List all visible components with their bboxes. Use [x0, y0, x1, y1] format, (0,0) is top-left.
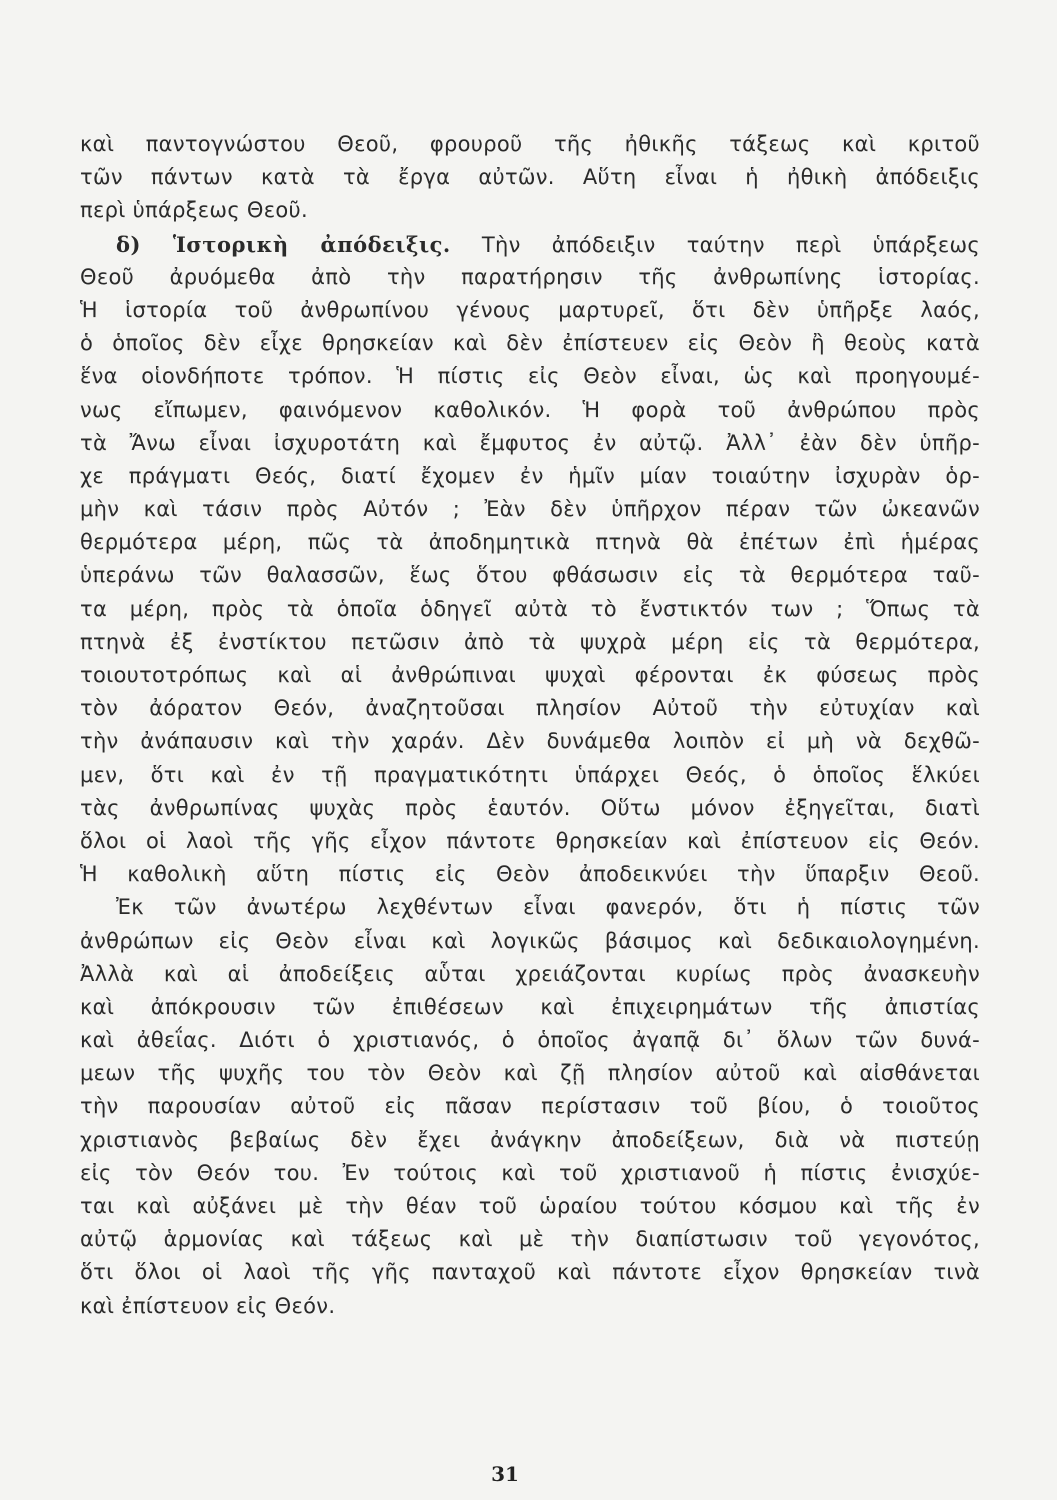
text-line: Ἡ ἱστορία τοῦ ἀνθρωπίνου γένους μαρτυρεῖ, ὅτι δὲν ὑπῆρξε λαός,	[80, 297, 980, 322]
text-line: μὴν καὶ τάσιν πρὸς Αὐτόν ; Ἐὰν δὲν ὑπῆρχον πέραν τῶν ὠκεανῶν	[80, 497, 980, 522]
body-text	[80, 128, 980, 1323]
text-line: τοιουτοτρόπως καὶ αἱ ἀνθρώπιναι ψυχαὶ φέρονται ἐκ φύσεως πρὸς	[80, 663, 980, 687]
text-line: τὸν ἀόρατον Θεόν, ἀναζητοῦσαι πλησίον Αὐτοῦ τὴν εὐτυχίαν καὶ	[80, 696, 980, 721]
text-line: ὅλοι οἱ λαοὶ τῆς γῆς εἶχον πάντοτε θρησκείαν καὶ ἐπίστευον εἰς Θεόν.	[80, 828, 980, 853]
text-line: καὶ ἐπίστευον εἰς Θεόν.	[80, 1293, 336, 1318]
section-heading: δ) Ἱστορικὴ ἀπόδειξις.	[116, 231, 451, 257]
text-line: ἕνα οἱονδήποτε τρόπον. Ἡ πίστις εἰς Θεὸν εἶναι, ὡς καὶ προηγουμέ-	[80, 364, 980, 389]
text-line: μεν, ὅτι καὶ ἐν τῇ πραγματικότητι ὑπάρχει Θεός, ὁ ὁποῖος ἕλκύει	[80, 762, 980, 787]
text-line: ὑπεράνω τῶν θαλασσῶν, ἕως ὅτου φθάσωσιν εἰς τὰ θερμότερα ταῦ-	[80, 563, 980, 588]
text-line: τῶν πάντων κατὰ τὰ ἔργα αὐτῶν. Αὕτη εἶναι ἡ ἠθικὴ ἀπόδειξις	[80, 165, 980, 190]
page-number: 31	[491, 1462, 519, 1486]
text-line: περὶ ὑπάρξεως Θεοῦ.	[80, 198, 308, 223]
text-line: καὶ ἀθεΐας. Διότι ὁ χριστιανός, ὁ ὁποῖος ἀγαπᾷ δι᾽ ὅλων τῶν δυνά-	[80, 1028, 980, 1053]
text-line: καὶ παντογνώστου Θεοῦ, φρουροῦ τῆς ἠθικῆς τάξεως καὶ κριτοῦ	[80, 132, 980, 156]
text-line: εἰς τὸν Θεόν του. Ἐν τούτοις καὶ τοῦ χριστιανοῦ ἡ πίστις ἐνισχύε-	[80, 1160, 980, 1185]
text-line: Ἡ καθολικὴ αὕτη πίστις εἰς Θεὸν ἀποδεικνύει τὴν ὕπαρξιν Θεοῦ.	[80, 862, 980, 887]
text-line: χριστιανὸς βεβαίως δὲν ἔχει ἀνάγκην ἀποδείξεων, διὰ νὰ πιστεύῃ	[80, 1127, 980, 1152]
text-line: ἀνθρώπων εἰς Θεὸν εἶναι καὶ λογικῶς βάσιμος καὶ δεδικαιολογημένη.	[80, 928, 980, 953]
text-line: Ἀλλὰ καὶ αἱ ἀποδείξεις αὗται χρειάζονται κυρίως πρὸς ἀνασκευὴν	[80, 961, 980, 986]
text-line: ὁ ὁποῖος δὲν εἶχε θρησκείαν καὶ δὲν ἐπίστευεν εἰς Θεὸν ἢ θεοὺς κατὰ	[80, 331, 980, 356]
text-line: αὐτῷ ἁρμονίας καὶ τάξεως καὶ μὲ τὴν διαπίστωσιν τοῦ γεγονότος,	[80, 1227, 980, 1252]
text-line: πτηνὰ ἐξ ἐνστίκτου πετῶσιν ἀπὸ τὰ ψυχρὰ μέρη εἰς τὰ θερμότερα,	[80, 629, 980, 654]
text-line: Ἐκ τῶν ἀνωτέρω λεχθέντων εἶναι φανερόν, ὅτι ἡ πίστις τῶν	[116, 895, 980, 920]
text-line: νως εἴπωμεν, φαινόμενον καθολικόν. Ἡ φορὰ τοῦ ἀνθρώπου πρὸς	[80, 397, 980, 422]
text-line: θερμότερα μέρη, πῶς τὰ ἀποδημητικὰ πτηνὰ θὰ ἐπέτων ἐπὶ ἡμέρας	[80, 530, 980, 555]
text-line: τὴν ἀνάπαυσιν καὶ τὴν χαράν. Δὲν δυνάμεθα λοιπὸν εἰ μὴ νὰ δεχθῶ-	[80, 729, 980, 754]
text-line: τὰς ἀνθρωπίνας ψυχὰς πρὸς ἑαυτόν. Οὕτω μόνον ἐξηγεῖται, διατὶ	[80, 795, 980, 820]
section-heading-line	[80, 228, 980, 261]
text-line: τὰ Ἄνω εἶναι ἰσχυροτάτη καὶ ἔμφυτος ἐν αὐτῷ. Ἀλλ᾽ ἐὰν δὲν ὑπῆρ-	[80, 430, 980, 455]
text-fragment: Τὴν ἀπόδειξιν ταύτην περὶ ὑπάρξεως	[450, 232, 980, 257]
text-line: τα μέρη, πρὸς τὰ ὁποῖα ὁδηγεῖ αὐτὰ τὸ ἔνστικτόν των ; Ὅπως τὰ	[80, 596, 980, 621]
text-line: ται καὶ αὐξάνει μὲ τὴν θέαν τοῦ ὡραίου τούτου κόσμου καὶ τῆς ἐν	[80, 1194, 980, 1218]
text-line: τὴν παρουσίαν αὐτοῦ εἰς πᾶσαν περίστασιν τοῦ βίου, ὁ τοιοῦτος	[80, 1094, 980, 1119]
text-line: ὅτι ὅλοι οἱ λαοὶ τῆς γῆς πανταχοῦ καὶ πάντοτε εἶχον θρησκείαν τινὰ	[80, 1260, 980, 1285]
text-line: μεων τῆς ψυχῆς του τὸν Θεὸν καὶ ζῇ πλησίον αὐτοῦ καὶ αἰσθάνεται	[80, 1061, 980, 1086]
text-line: καὶ ἀπόκρουσιν τῶν ἐπιθέσεων καὶ ἐπιχειρημάτων τῆς ἀπιστίας	[80, 994, 980, 1019]
text-line: Θεοῦ ἀρυόμεθα ἀπὸ τὴν παρατήρησιν τῆς ἀνθρωπίνης ἱστορίας.	[80, 264, 980, 289]
text-line: χε πράγματι Θεός, διατί ἔχομεν ἐν ἡμῖν μίαν τοιαύτην ἰσχυρὰν ὁρ-	[80, 463, 980, 488]
